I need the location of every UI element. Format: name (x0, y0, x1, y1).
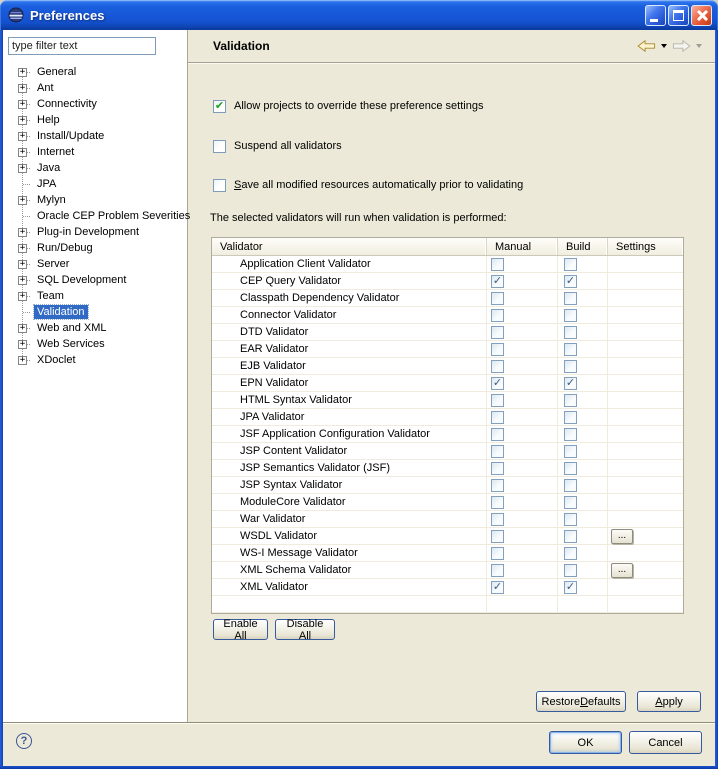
manual-checkbox-unchecked[interactable] (491, 411, 504, 424)
tree-item-label: Help (37, 114, 60, 126)
expand-plus-icon[interactable]: + (19, 242, 26, 253)
validator-name: Classpath Dependency Validator (212, 290, 487, 307)
close-button[interactable] (691, 5, 712, 26)
help-icon[interactable]: ? (16, 733, 32, 749)
build-cell (558, 307, 608, 324)
build-checkbox-unchecked[interactable] (564, 479, 577, 492)
table-row[interactable] (212, 392, 683, 409)
table-row[interactable] (212, 545, 683, 562)
build-cell (558, 273, 608, 290)
validator-name: XML Schema Validator (212, 562, 487, 579)
manual-checkbox-checked[interactable] (491, 275, 504, 288)
eclipse-logo-icon (8, 7, 24, 23)
manual-cell (487, 409, 558, 426)
footer-bar (3, 722, 715, 766)
settings-cell (608, 460, 683, 477)
manual-cell (487, 273, 558, 290)
validator-name: EPN Validator (212, 375, 487, 392)
build-cell (558, 545, 608, 562)
tree-item-web-and-xml[interactable] (3, 320, 187, 336)
manual-cell (487, 426, 558, 443)
table-caption: The selected validators will run when validation is performed: (210, 212, 507, 224)
expand-plus-icon[interactable]: + (19, 354, 26, 365)
tree-item-label: Plug-in Development (37, 226, 140, 238)
build-checkbox-unchecked[interactable] (564, 326, 577, 339)
tree-item-label: Ant (37, 82, 54, 94)
manual-checkbox-unchecked[interactable] (491, 530, 504, 543)
manual-cell (487, 358, 558, 375)
tree-item-connectivity[interactable] (3, 96, 187, 112)
back-dropdown-icon[interactable] (661, 44, 667, 48)
manual-cell (487, 528, 558, 545)
tree-item-general[interactable] (3, 64, 187, 80)
build-checkbox-checked[interactable] (564, 581, 577, 594)
label-mnemonic: S (234, 179, 242, 191)
expand-plus-icon[interactable]: + (19, 290, 26, 301)
validator-name: EJB Validator (212, 358, 487, 375)
manual-checkbox-checked[interactable] (491, 581, 504, 594)
settings-cell (608, 256, 683, 273)
manual-checkbox-unchecked[interactable] (491, 479, 504, 492)
table-row[interactable] (212, 375, 683, 392)
build-checkbox-unchecked[interactable] (564, 496, 577, 509)
build-checkbox-unchecked[interactable] (564, 513, 577, 526)
maximize-button[interactable] (668, 5, 689, 26)
settings-cell (608, 494, 683, 511)
sidebar (3, 30, 191, 722)
settings-cell (608, 375, 683, 392)
settings-cell (608, 324, 683, 341)
table-row[interactable] (212, 290, 683, 307)
option-row (213, 99, 483, 113)
table-row[interactable] (212, 443, 683, 460)
table-row[interactable] (212, 494, 683, 511)
manual-cell (487, 511, 558, 528)
tree-item-run-debug[interactable] (3, 240, 187, 256)
tree-item-ant[interactable] (3, 80, 187, 96)
tree-item-validation[interactable] (3, 304, 187, 320)
filler-cell (487, 596, 558, 613)
validator-name: CEP Query Validator (212, 273, 487, 290)
validator-name: Application Client Validator (212, 256, 487, 273)
manual-cell (487, 494, 558, 511)
build-checkbox-unchecked[interactable] (564, 411, 577, 424)
build-cell (558, 494, 608, 511)
build-checkbox-unchecked[interactable] (564, 360, 577, 373)
checkbox-unchecked[interactable] (213, 140, 226, 153)
manual-checkbox-unchecked[interactable] (491, 462, 504, 475)
settings-cell (608, 392, 683, 409)
tree-item-web-services[interactable] (3, 336, 187, 352)
check-icon: ✓ (492, 274, 503, 287)
validator-name: HTML Syntax Validator (212, 392, 487, 409)
settings-cell (608, 443, 683, 460)
validator-name: JSP Syntax Validator (212, 477, 487, 494)
settings-cell (608, 273, 683, 290)
settings-cell (608, 307, 683, 324)
manual-checkbox-unchecked[interactable] (491, 547, 504, 560)
tree-item-label: General (37, 66, 77, 78)
settings-cell (608, 426, 683, 443)
build-cell (558, 562, 608, 579)
tree-item-team[interactable] (3, 288, 187, 304)
table-filler-row (212, 596, 683, 613)
validator-table (211, 237, 684, 614)
option-row (213, 139, 342, 153)
table-row[interactable] (212, 358, 683, 375)
manual-checkbox-unchecked[interactable] (491, 309, 504, 322)
build-checkbox-unchecked[interactable] (564, 564, 577, 577)
build-cell (558, 341, 608, 358)
build-checkbox-checked[interactable] (564, 275, 577, 288)
manual-cell (487, 324, 558, 341)
validator-table-header (212, 238, 683, 256)
page-title: Validation (213, 39, 270, 53)
settings-cell (608, 528, 683, 545)
tree-item-plug-in-development[interactable] (3, 224, 187, 240)
tree-item-sql-development[interactable] (3, 272, 187, 288)
expand-plus-icon[interactable]: + (19, 162, 26, 173)
ok-button[interactable]: OK (549, 731, 622, 754)
validator-name: EAR Validator (212, 341, 487, 358)
build-cell (558, 324, 608, 341)
tree-item-label: Connectivity (37, 98, 97, 110)
build-cell (558, 477, 608, 494)
manual-checkbox-unchecked[interactable] (491, 445, 504, 458)
validator-table-body (212, 256, 683, 613)
tree-item-label: Install/Update (37, 130, 105, 142)
history-nav (637, 39, 705, 53)
build-checkbox-unchecked[interactable] (564, 530, 577, 543)
validator-name: JSP Semantics Validator (JSF) (212, 460, 487, 477)
validator-name: WS-I Message Validator (212, 545, 487, 562)
filler-cell (558, 596, 608, 613)
forward-arrow-icon[interactable] (672, 39, 691, 53)
validator-name: DTD Validator (212, 324, 487, 341)
manual-checkbox-unchecked[interactable] (491, 564, 504, 577)
build-checkbox-unchecked[interactable] (564, 445, 577, 458)
settings-cell (608, 358, 683, 375)
build-cell (558, 358, 608, 375)
settings-cell (608, 562, 683, 579)
tree-item-jpa[interactable] (3, 176, 187, 192)
manual-cell (487, 290, 558, 307)
table-row[interactable] (212, 324, 683, 341)
tree-item-label: Mylyn (37, 194, 66, 206)
minimize-icon (650, 19, 658, 22)
tree-item-label: Java (37, 162, 61, 174)
check-icon: ✓ (565, 580, 576, 593)
build-cell (558, 511, 608, 528)
expand-plus-icon[interactable]: + (19, 130, 26, 141)
content-header (188, 30, 715, 63)
build-checkbox-unchecked[interactable] (564, 547, 577, 560)
build-cell (558, 426, 608, 443)
forward-dropdown-icon[interactable] (696, 44, 702, 48)
build-checkbox-unchecked[interactable] (564, 462, 577, 475)
settings-cell (608, 511, 683, 528)
table-row[interactable] (212, 528, 683, 545)
build-cell (558, 392, 608, 409)
restore-defaults-button[interactable]: Restore D efaults (536, 691, 626, 712)
settings-ellipsis-button[interactable]: ... (611, 563, 633, 578)
tree-item-oracle-cep-problem-severities[interactable] (3, 208, 191, 224)
tree-item-install-update[interactable] (3, 128, 187, 144)
manual-cell (487, 256, 558, 273)
manual-cell (487, 307, 558, 324)
manual-checkbox-unchecked[interactable] (491, 258, 504, 271)
back-arrow-icon[interactable] (637, 39, 656, 53)
table-row[interactable] (212, 426, 683, 443)
settings-cell (608, 341, 683, 358)
table-row[interactable] (212, 477, 683, 494)
validator-name: JPA Validator (212, 409, 487, 426)
option-label (234, 179, 523, 191)
titlebar[interactable] (0, 0, 718, 30)
build-checkbox-unchecked[interactable] (564, 309, 577, 322)
build-cell (558, 579, 608, 596)
maximize-icon (673, 10, 684, 21)
filler-cell (608, 596, 683, 613)
tree-item-xdoclet[interactable] (3, 352, 187, 368)
filler-cell (212, 596, 487, 613)
manual-cell (487, 477, 558, 494)
expand-plus-icon[interactable]: + (19, 258, 26, 269)
manual-cell (487, 341, 558, 358)
manual-checkbox-unchecked[interactable] (491, 428, 504, 441)
tree-item-label: Web Services (37, 338, 105, 350)
build-checkbox-unchecked[interactable] (564, 292, 577, 305)
build-checkbox-checked[interactable] (564, 377, 577, 390)
validator-name: JSP Content Validator (212, 443, 487, 460)
manual-checkbox-unchecked[interactable] (491, 326, 504, 339)
build-checkbox-unchecked[interactable] (564, 343, 577, 356)
tree-item-label: SQL Development (37, 274, 127, 286)
checkbox-checked[interactable] (213, 100, 226, 113)
manual-checkbox-unchecked[interactable] (491, 394, 504, 407)
validator-name: JSF Application Configuration Validator (212, 426, 487, 443)
tree-item-label: Oracle CEP Problem Severities (37, 210, 191, 222)
settings-cell (608, 477, 683, 494)
expand-plus-icon[interactable]: + (19, 98, 26, 109)
manual-cell (487, 545, 558, 562)
build-checkbox-unchecked[interactable] (564, 394, 577, 407)
tree-item-help[interactable] (3, 112, 187, 128)
manual-cell (487, 579, 558, 596)
window-border-left (0, 24, 3, 769)
expand-plus-icon[interactable]: + (19, 338, 26, 349)
disable-all-button[interactable]: Disable All (275, 619, 335, 640)
column-header-build[interactable]: Build (558, 238, 608, 255)
settings-cell (608, 545, 683, 562)
option-label (234, 140, 342, 152)
tree-item-server[interactable] (3, 256, 187, 272)
check-icon: ✓ (565, 376, 576, 389)
table-row[interactable] (212, 511, 683, 528)
column-header-manual[interactable]: Manual (487, 238, 558, 255)
build-cell (558, 443, 608, 460)
cancel-button[interactable]: Cancel (629, 731, 702, 754)
manual-checkbox-unchecked[interactable] (491, 496, 504, 509)
validator-name: War Validator (212, 511, 487, 528)
table-row[interactable] (212, 256, 683, 273)
validator-name: XML Validator (212, 579, 487, 596)
option-label (234, 100, 483, 112)
manual-cell (487, 562, 558, 579)
expand-plus-icon[interactable]: + (19, 322, 26, 333)
expand-plus-icon[interactable]: + (19, 82, 26, 93)
table-row[interactable] (212, 341, 683, 358)
settings-cell (608, 290, 683, 307)
table-row[interactable] (212, 579, 683, 596)
table-row[interactable] (212, 562, 683, 579)
manual-checkbox-unchecked[interactable] (491, 513, 504, 526)
tree-item-label: Internet (37, 146, 75, 158)
column-header-validator[interactable]: Validator (212, 238, 487, 255)
check-icon: ✓ (492, 580, 503, 593)
expand-plus-icon[interactable]: + (19, 226, 26, 237)
tree-item-label: Run/Debug (37, 242, 93, 254)
build-cell (558, 409, 608, 426)
column-header-settings[interactable]: Settings (608, 238, 683, 255)
apply-button[interactable]: A pply (637, 691, 701, 712)
preferences-tree (3, 64, 191, 368)
manual-cell (487, 443, 558, 460)
tree-item-label: Team (37, 290, 64, 302)
build-checkbox-unchecked[interactable] (564, 428, 577, 441)
manual-checkbox-unchecked[interactable] (491, 292, 504, 305)
label-text: Suspend all validators (234, 140, 342, 152)
check-icon: ✔ (214, 99, 225, 112)
check-icon: ✓ (492, 376, 503, 389)
tree-item-internet[interactable] (3, 144, 187, 160)
label-text: Allow projects to override these preference settings (234, 100, 484, 112)
manual-cell (487, 392, 558, 409)
table-row[interactable] (212, 307, 683, 324)
filter-input[interactable] (8, 37, 156, 55)
tree-item-label: Validation (34, 305, 88, 319)
enable-all-button[interactable]: Enable All (213, 619, 268, 640)
checkbox-unchecked[interactable] (213, 179, 226, 192)
build-checkbox-unchecked[interactable] (564, 258, 577, 271)
label-text: ave all modified resources automatically prior to validating (241, 179, 524, 191)
content-panel (188, 30, 715, 722)
window-title: Preferences (30, 7, 105, 23)
tree-item-mylyn[interactable] (3, 192, 187, 208)
build-cell (558, 256, 608, 273)
expand-plus-icon[interactable]: + (19, 66, 26, 77)
manual-cell (487, 375, 558, 392)
build-cell (558, 528, 608, 545)
manual-checkbox-unchecked[interactable] (491, 343, 504, 356)
expand-plus-icon[interactable]: + (19, 194, 26, 205)
tree-item-label: Server (37, 258, 70, 270)
table-row[interactable] (212, 460, 683, 477)
settings-cell (608, 579, 683, 596)
table-row[interactable] (212, 273, 683, 290)
validator-name: WSDL Validator (212, 528, 487, 545)
tree-item-java[interactable] (3, 160, 187, 176)
tree-item-label: Web and XML (37, 322, 107, 334)
validator-name: Connector Validator (212, 307, 487, 324)
option-row (213, 178, 523, 192)
build-cell (558, 375, 608, 392)
settings-cell (608, 409, 683, 426)
manual-checkbox-unchecked[interactable] (491, 360, 504, 373)
settings-ellipsis-button[interactable]: ... (611, 529, 633, 544)
window-controls (645, 5, 712, 26)
table-row[interactable] (212, 409, 683, 426)
expand-plus-icon[interactable]: + (19, 146, 26, 157)
minimize-button[interactable] (645, 5, 666, 26)
expand-plus-icon[interactable]: + (19, 274, 26, 285)
manual-checkbox-checked[interactable] (491, 377, 504, 390)
build-cell (558, 290, 608, 307)
manual-cell (487, 460, 558, 477)
tree-item-label: JPA (37, 178, 57, 190)
build-cell (558, 460, 608, 477)
tree-item-label: XDoclet (37, 354, 76, 366)
check-icon: ✓ (565, 274, 576, 287)
validator-name: ModuleCore Validator (212, 494, 487, 511)
expand-plus-icon[interactable]: + (19, 114, 26, 125)
